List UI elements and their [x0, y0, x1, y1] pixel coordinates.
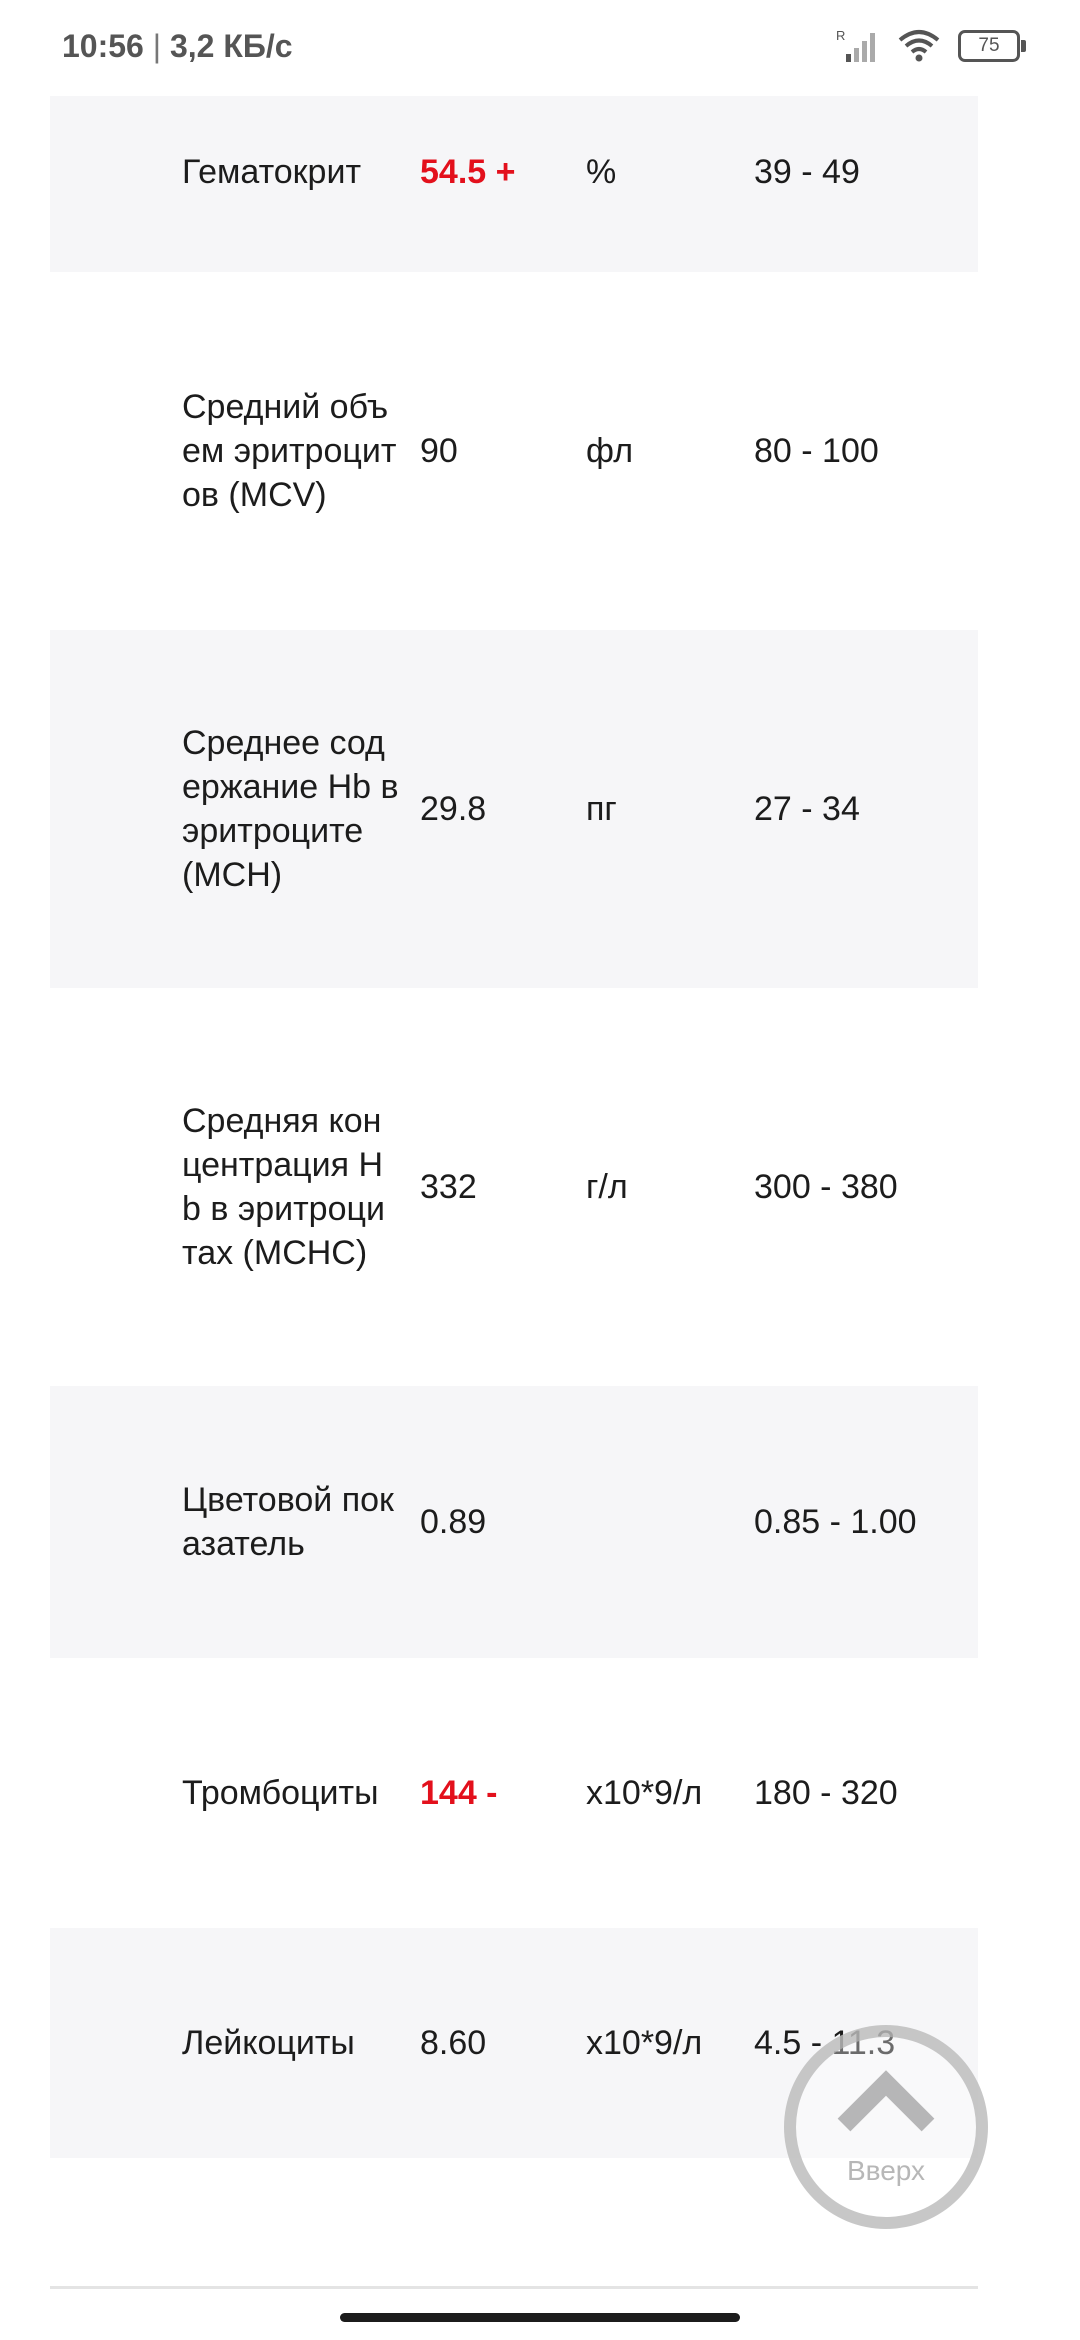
table-row [50, 1658, 978, 1928]
parameter-name: Тромбоциты [182, 1774, 379, 1812]
reference-range: 4.5 - 11.3 [754, 2024, 896, 2062]
parameter-unit: х10*9/л [586, 1774, 703, 1812]
wifi-icon [896, 28, 942, 64]
svg-text:R: R [836, 28, 846, 43]
parameter-value: 90 [420, 432, 458, 470]
parameter-unit: пг [586, 790, 617, 828]
parameter-unit: х10*9/л [586, 2024, 703, 2062]
table-row [50, 988, 978, 1386]
divider [50, 2286, 978, 2289]
reference-range: 300 - 380 [754, 1168, 898, 1206]
clock: 10:56 [62, 28, 144, 64]
table-row [50, 1386, 978, 1658]
scroll-to-top-label: Вверх [846, 2155, 926, 2186]
parameter-value: 332 [420, 1168, 477, 1206]
status-icons [836, 28, 1020, 64]
status-time [62, 28, 293, 65]
signal-roaming-icon [836, 28, 880, 64]
table-row [50, 72, 978, 272]
parameter-name: Лейкоциты [182, 2024, 355, 2062]
reference-range: 39 - 49 [754, 153, 860, 191]
chevron-up-icon [836, 2065, 936, 2135]
parameter-unit: г/л [586, 1168, 628, 1206]
reference-range: 180 - 320 [754, 1774, 898, 1812]
parameter-value: 29.8 [420, 790, 487, 828]
status-bar [0, 0, 1080, 96]
parameter-name: Гематокрит [182, 153, 362, 191]
gesture-nav-handle[interactable] [340, 2313, 740, 2322]
table-row [50, 630, 978, 988]
network-speed: 3,2 КБ/с [169, 28, 293, 64]
parameter-unit: фл [586, 432, 634, 470]
table-row [50, 272, 978, 630]
parameter-value: 144 - [420, 1774, 498, 1812]
scroll-to-top-button[interactable] [784, 2025, 988, 2229]
parameter-unit: % [586, 153, 617, 191]
parameter-value: 8.60 [420, 2024, 487, 2062]
parameter-name: Среднее содержание Hb в эритроците (MCH) [182, 724, 399, 894]
reference-range: 27 - 34 [754, 790, 860, 828]
status-separator: | [152, 28, 162, 64]
battery-icon [958, 30, 1020, 62]
parameter-name: Средний объем эритроцитов (MCV) [182, 388, 397, 514]
parameter-value: 54.5 + [420, 153, 516, 191]
parameter-value: 0.89 [420, 1503, 487, 1541]
parameter-name: Цветовой показатель [182, 1481, 394, 1563]
reference-range: 80 - 100 [754, 432, 879, 470]
reference-range: 0.85 - 1.00 [754, 1503, 917, 1541]
parameter-name: Средняя концентрация Hb в эритроцитах (MCHC) [182, 1102, 385, 1272]
battery-level: 75 [978, 35, 1000, 56]
